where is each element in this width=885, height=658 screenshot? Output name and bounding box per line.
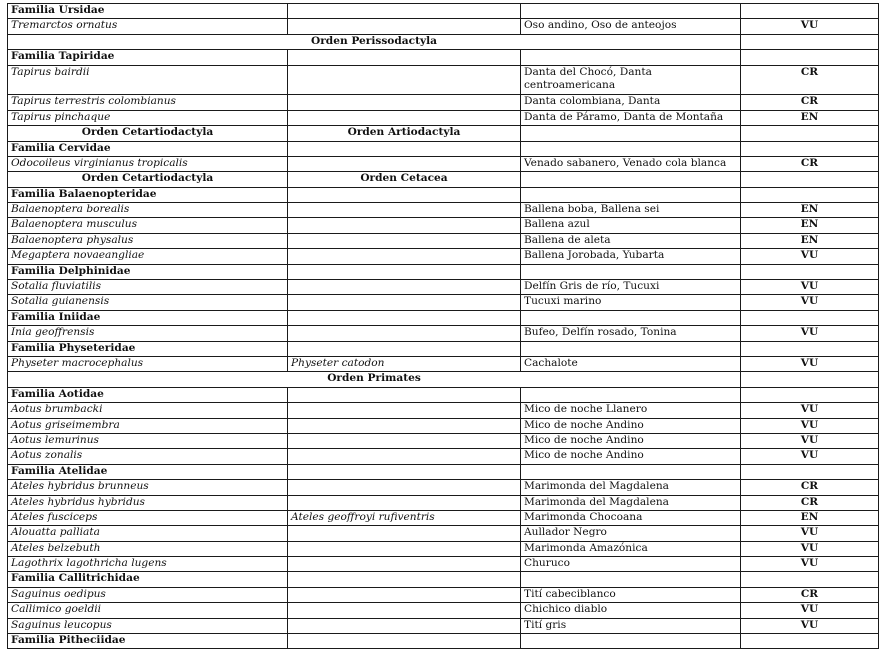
synonym — [288, 233, 521, 248]
table-row — [8, 526, 879, 541]
status-badge: CR — [741, 480, 879, 495]
scientific-name: Lagothrix lagothricha lugens — [8, 557, 288, 572]
common-name: Marimonda del Magdalena — [521, 495, 741, 510]
status-badge: VU — [741, 603, 879, 618]
status-badge: VU — [741, 526, 879, 541]
scientific-name: Ateles hybridus brunneus — [8, 480, 288, 495]
table-row — [8, 203, 879, 218]
order-name: Orden Perissodactyla — [8, 34, 741, 49]
table-row — [8, 249, 879, 264]
synonym: Ateles geoffroyi rufiventris — [288, 510, 521, 525]
status-badge: VU — [741, 433, 879, 448]
empty-cell — [288, 387, 521, 402]
table-row — [8, 280, 879, 295]
status-badge: VU — [741, 418, 879, 433]
family-row — [8, 141, 879, 156]
common-name: Churuco — [521, 557, 741, 572]
status-badge: CR — [741, 587, 879, 602]
scientific-name: Sotalia fluviatilis — [8, 280, 288, 295]
common-name: Tití cabeciblanco — [521, 587, 741, 602]
synonym — [288, 19, 521, 34]
synonym — [288, 249, 521, 264]
scientific-name: Sotalia guianensis — [8, 295, 288, 310]
empty-cell — [741, 126, 879, 141]
status-badge: EN — [741, 233, 879, 248]
common-name: Mico de noche Andino — [521, 418, 741, 433]
synonym — [288, 587, 521, 602]
table-row — [8, 557, 879, 572]
scientific-name: Balaenoptera musculus — [8, 218, 288, 233]
status-badge: VU — [741, 449, 879, 464]
table-row — [8, 326, 879, 341]
synonym — [288, 418, 521, 433]
table-row — [8, 480, 879, 495]
scientific-name: Tapirus terrestris colombianus — [8, 95, 288, 110]
empty-cell — [521, 634, 741, 649]
table-row — [8, 295, 879, 310]
scientific-name: Balaenoptera borealis — [8, 203, 288, 218]
synonym — [288, 280, 521, 295]
empty-cell — [288, 264, 521, 279]
family-row — [8, 341, 879, 356]
family-row — [8, 464, 879, 479]
family-row — [8, 4, 879, 19]
table-row — [8, 495, 879, 510]
table-row — [8, 603, 879, 618]
empty-cell — [521, 464, 741, 479]
family-name: Familia Delphinidae — [8, 264, 288, 279]
common-name: Oso andino, Oso de anteojos — [521, 19, 741, 34]
empty-cell — [521, 341, 741, 356]
synonym — [288, 603, 521, 618]
common-name: Tití gris — [521, 618, 741, 633]
status-badge: VU — [741, 326, 879, 341]
scientific-name: Aotus lemurinus — [8, 433, 288, 448]
synonym — [288, 541, 521, 556]
table-row — [8, 618, 879, 633]
synonym — [288, 218, 521, 233]
empty-cell — [521, 141, 741, 156]
empty-cell — [741, 264, 879, 279]
status-badge: CR — [741, 156, 879, 171]
status-badge: VU — [741, 249, 879, 264]
status-badge: VU — [741, 557, 879, 572]
synonym — [288, 526, 521, 541]
empty-cell — [521, 172, 741, 187]
common-name: Bufeo, Delfín rosado, Tonina — [521, 326, 741, 341]
common-name: Mico de noche Andino — [521, 433, 741, 448]
empty-cell — [741, 341, 879, 356]
empty-cell — [288, 50, 521, 65]
table-row — [8, 449, 879, 464]
empty-cell — [288, 310, 521, 325]
scientific-name: Aotus brumbacki — [8, 403, 288, 418]
scientific-name: Tapirus pinchaque — [8, 110, 288, 125]
family-name: Familia Atelidae — [8, 464, 288, 479]
table-row — [8, 510, 879, 525]
scientific-name: Inia geoffrensis — [8, 326, 288, 341]
empty-cell — [741, 310, 879, 325]
scientific-name: Balaenoptera physalus — [8, 233, 288, 248]
status-badge: VU — [741, 295, 879, 310]
table-row — [8, 156, 879, 171]
synonym — [288, 433, 521, 448]
common-name: Ballena Jorobada, Yubarta — [521, 249, 741, 264]
family-row — [8, 310, 879, 325]
table-row — [8, 541, 879, 556]
common-name: Mico de noche Llanero — [521, 403, 741, 418]
empty-cell — [288, 141, 521, 156]
family-name: Familia Callitrichidae — [8, 572, 288, 587]
empty-cell — [521, 310, 741, 325]
empty-cell — [288, 634, 521, 649]
synonym — [288, 156, 521, 171]
common-name: Danta del Chocó, Danta centroamericana — [521, 65, 741, 95]
family-row — [8, 387, 879, 402]
status-badge: EN — [741, 110, 879, 125]
synonym — [288, 480, 521, 495]
empty-cell — [288, 572, 521, 587]
species-table-body — [8, 4, 879, 649]
synonym — [288, 403, 521, 418]
scientific-name: Callimico goeldii — [8, 603, 288, 618]
empty-cell — [741, 372, 879, 387]
synonym — [288, 295, 521, 310]
empty-cell — [521, 187, 741, 202]
order-row — [8, 372, 879, 387]
family-name: Familia Cervidae — [8, 141, 288, 156]
family-name: Familia Iniidae — [8, 310, 288, 325]
family-name: Familia Balaenopteridae — [8, 187, 288, 202]
empty-cell — [521, 126, 741, 141]
empty-cell — [521, 50, 741, 65]
synonym — [288, 557, 521, 572]
order-name: Orden Cetartiodactyla — [8, 172, 288, 187]
empty-cell — [288, 464, 521, 479]
family-name: Familia Aotidae — [8, 387, 288, 402]
family-row — [8, 634, 879, 649]
common-name: Danta de Páramo, Danta de Montaña — [521, 110, 741, 125]
status-badge: CR — [741, 95, 879, 110]
common-name: Tucuxi marino — [521, 295, 741, 310]
family-row — [8, 187, 879, 202]
empty-cell — [521, 264, 741, 279]
common-name: Mico de noche Andino — [521, 449, 741, 464]
status-badge: CR — [741, 495, 879, 510]
scientific-name: Aotus griseimembra — [8, 418, 288, 433]
empty-cell — [741, 187, 879, 202]
family-name: Familia Tapiridae — [8, 50, 288, 65]
status-badge: EN — [741, 218, 879, 233]
scientific-name: Saguinus leucopus — [8, 618, 288, 633]
status-badge: EN — [741, 510, 879, 525]
empty-cell — [741, 572, 879, 587]
scientific-name: Tremarctos ornatus — [8, 19, 288, 34]
table-row — [8, 587, 879, 602]
order-name-alt: Orden Artiodactyla — [288, 126, 521, 141]
scientific-name: Saguinus oedipus — [8, 587, 288, 602]
table-row — [8, 218, 879, 233]
common-name: Marimonda Amazónica — [521, 541, 741, 556]
status-badge: VU — [741, 280, 879, 295]
scientific-name: Ateles hybridus hybridus — [8, 495, 288, 510]
order-name: Orden Cetartiodactyla — [8, 126, 288, 141]
empty-cell — [741, 34, 879, 49]
order-row — [8, 172, 879, 187]
order-name: Orden Primates — [8, 372, 741, 387]
table-row — [8, 65, 879, 95]
common-name: Ballena boba, Ballena sei — [521, 203, 741, 218]
empty-cell — [741, 4, 879, 19]
scientific-name: Physeter macrocephalus — [8, 357, 288, 372]
table-row — [8, 418, 879, 433]
empty-cell — [741, 464, 879, 479]
family-row — [8, 572, 879, 587]
common-name: Marimonda Chocoana — [521, 510, 741, 525]
status-badge: VU — [741, 19, 879, 34]
empty-cell — [741, 50, 879, 65]
family-name: Familia Physeteridae — [8, 341, 288, 356]
table-row — [8, 233, 879, 248]
order-row — [8, 34, 879, 49]
empty-cell — [521, 4, 741, 19]
synonym — [288, 203, 521, 218]
synonym — [288, 326, 521, 341]
empty-cell — [521, 572, 741, 587]
scientific-name: Megaptera novaeangliae — [8, 249, 288, 264]
status-badge: VU — [741, 541, 879, 556]
table-row — [8, 19, 879, 34]
common-name: Cachalote — [521, 357, 741, 372]
table-row — [8, 95, 879, 110]
scientific-name: Aotus zonalis — [8, 449, 288, 464]
scientific-name: Tapirus bairdii — [8, 65, 288, 95]
empty-cell — [741, 634, 879, 649]
scientific-name: Alouatta palliata — [8, 526, 288, 541]
common-name: Ballena de aleta — [521, 233, 741, 248]
synonym — [288, 95, 521, 110]
synonym: Physeter catodon — [288, 357, 521, 372]
common-name: Venado sabanero, Venado cola blanca — [521, 156, 741, 171]
family-row — [8, 50, 879, 65]
empty-cell — [741, 172, 879, 187]
empty-cell — [521, 387, 741, 402]
scientific-name: Odocoileus virginianus tropicalis — [8, 156, 288, 171]
status-badge: CR — [741, 65, 879, 95]
order-name-alt: Orden Cetacea — [288, 172, 521, 187]
empty-cell — [288, 187, 521, 202]
empty-cell — [288, 341, 521, 356]
order-row — [8, 126, 879, 141]
synonym — [288, 495, 521, 510]
family-name: Familia Ursidae — [8, 4, 288, 19]
table-row — [8, 357, 879, 372]
species-table — [7, 3, 879, 649]
species-table-page — [7, 3, 878, 649]
empty-cell — [741, 141, 879, 156]
family-name: Familia Pitheciidae — [8, 634, 288, 649]
status-badge: EN — [741, 203, 879, 218]
table-row — [8, 403, 879, 418]
common-name: Danta colombiana, Danta — [521, 95, 741, 110]
scientific-name: Ateles belzebuth — [8, 541, 288, 556]
scientific-name: Ateles fusciceps — [8, 510, 288, 525]
common-name: Chichico diablo — [521, 603, 741, 618]
status-badge: VU — [741, 618, 879, 633]
empty-cell — [288, 4, 521, 19]
status-badge: VU — [741, 357, 879, 372]
table-row — [8, 110, 879, 125]
status-badge: VU — [741, 403, 879, 418]
common-name: Marimonda del Magdalena — [521, 480, 741, 495]
empty-cell — [741, 387, 879, 402]
table-row — [8, 433, 879, 448]
common-name: Aullador Negro — [521, 526, 741, 541]
synonym — [288, 449, 521, 464]
common-name: Ballena azul — [521, 218, 741, 233]
synonym — [288, 618, 521, 633]
common-name: Delfín Gris de río, Tucuxi — [521, 280, 741, 295]
synonym — [288, 65, 521, 95]
family-row — [8, 264, 879, 279]
synonym — [288, 110, 521, 125]
